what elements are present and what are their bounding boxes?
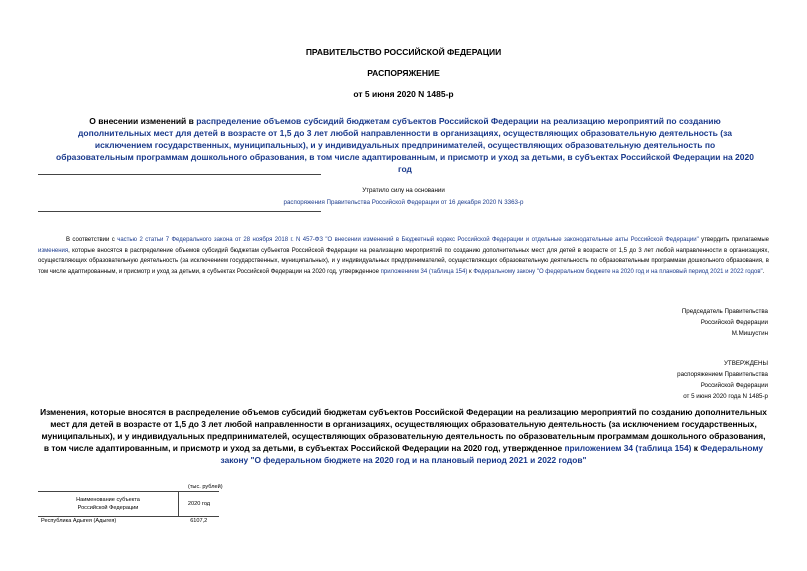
signature-block bbox=[560, 306, 768, 339]
signature-country: Российской Федерации bbox=[700, 319, 768, 326]
divider-top bbox=[38, 174, 321, 175]
federal-budget-law-link[interactable]: Федеральному закону "О федеральном бюджете на 2020 год и на плановый период 2021 и 2022 годов" bbox=[473, 268, 763, 275]
appendix-title bbox=[38, 406, 769, 466]
document-type-heading: РАСПОРЯЖЕНИЕ bbox=[367, 68, 440, 78]
approved-block bbox=[560, 358, 768, 402]
approved-country: Российской Федерации bbox=[700, 382, 768, 389]
government-heading: ПРАВИТЕЛЬСТВО РОССИЙСКОЙ ФЕДЕРАЦИИ bbox=[305, 47, 502, 57]
table-unit-label: (тыс. рублей) bbox=[188, 484, 223, 490]
changes-link[interactable]: изменения bbox=[38, 247, 69, 254]
federal-law-457-link[interactable]: частью 2 статьи 7 Федерального закона от 28 ноября 2018 г. N 457-ФЗ "О внесении изменений в Бюджетный кодекс Российской Федерации и отдельные законодательные акты Российской Федерации" bbox=[117, 237, 699, 243]
lost-force-note bbox=[0, 185, 807, 209]
appendix-34-link[interactable]: приложением 34 (таблица 154) bbox=[380, 268, 468, 275]
region-header-line-1: Наименование субъекта bbox=[76, 497, 140, 503]
appendix-title-text-1: Изменения, которые вносятся в распределение объемов субсидий бюджетам субъектов Российской Федерации на реализацию мероприятий по созданию дополнительных мест для детей в возрасте от 1,5 до 3 лет любой направленности в организациях, осуществляющих образовательную деятельность (за исключением государственных, муниципальных), и у индивидуальных предпринимателей, осуществляющих образовательную деятельность по образовательным программам дошкольного образования, в том числе адаптированным, и присмотр и уход за детьми, в субъектах Российской Федерации на 2020 год, утвержденное bbox=[40, 407, 767, 453]
lost-force-link[interactable]: распоряжения Правительства Российской Федерации от 16 декабря 2020 N 3363-р bbox=[283, 199, 524, 206]
appendix-title-text-2: к bbox=[691, 443, 701, 453]
document-title bbox=[55, 115, 755, 175]
signature-position: Председатель Правительства bbox=[681, 308, 768, 315]
appendix-title-link-2[interactable]: Федеральному закону "О федеральном бюджете на 2020 год и на плановый период 2021 и 2022 годов" bbox=[220, 443, 764, 465]
appendix-title-link-1[interactable]: приложением 34 (таблица 154) bbox=[564, 443, 692, 453]
region-column-header bbox=[38, 492, 179, 517]
subsidy-table bbox=[38, 491, 219, 525]
intro-text-1: В соответствии с bbox=[66, 237, 118, 243]
table-row bbox=[38, 517, 219, 526]
intro-text-2: утвердить прилагаемые bbox=[698, 237, 770, 243]
approved-date: от 5 июня 2020 года N 1485-р bbox=[683, 393, 768, 400]
title-distribution-link[interactable]: распределение объемов субсидий бюджетам субъектов Российской Федерации на реализацию мероприятий по созданию дополнительных мест для детей в возрасте от 1,5 до 3 лет любой направленности в организациях, осуществляющих образовательную деятельность (за исключением государственных, муниципальных), и у индивидуальных предпринимателей, осуществляющих образовательную деятельность по образовательным программам дошкольного образования, в том числе адаптированным, и присмотр и уход за детьми, в субъектах Российской Федерации на 2020 год bbox=[56, 116, 754, 174]
lost-force-line: Утратило силу на основании bbox=[362, 187, 445, 194]
region-cell: Республика Адыгея (Адыгея) bbox=[41, 518, 117, 524]
intro-text-5: . bbox=[762, 268, 765, 275]
value-cell: 6107,2 bbox=[190, 518, 208, 524]
table-header-row bbox=[38, 492, 219, 517]
region-header-line-2: Российской Федерации bbox=[77, 505, 139, 511]
approved-heading: УТВЕРЖДЕНЫ bbox=[724, 360, 768, 367]
title-lead-text: О внесении изменений в bbox=[89, 116, 197, 126]
intro-paragraph bbox=[38, 235, 769, 277]
year-column-header: 2020 год bbox=[179, 492, 220, 517]
intro-text-3: , которые вносятся в распределение объемов субсидий бюджетам субъектов Российской Федерации на реализацию мероприятий по созданию дополнительных мест для детей в возрасте от 1,5 до 3 лет любой направленности в организациях, осуществляющих образовательную деятельность (за исключением государственных, муниципальных), и у индивидуальных предпринимателей, осуществляющих образовательную деятельность по образовательным программам дошкольного образования, в том числе адаптированным, и присмотр и уход за детьми, в субъектах Российской Федерации на 2020 год, утвержденное bbox=[38, 247, 769, 275]
intro-text-4: к bbox=[467, 268, 474, 275]
document-date-number: от 5 июня 2020 N 1485-р bbox=[353, 89, 454, 99]
divider-bottom bbox=[38, 211, 321, 212]
approved-by: распоряжением Правительства bbox=[677, 371, 768, 378]
signature-name: М.Мишустин bbox=[731, 330, 768, 337]
